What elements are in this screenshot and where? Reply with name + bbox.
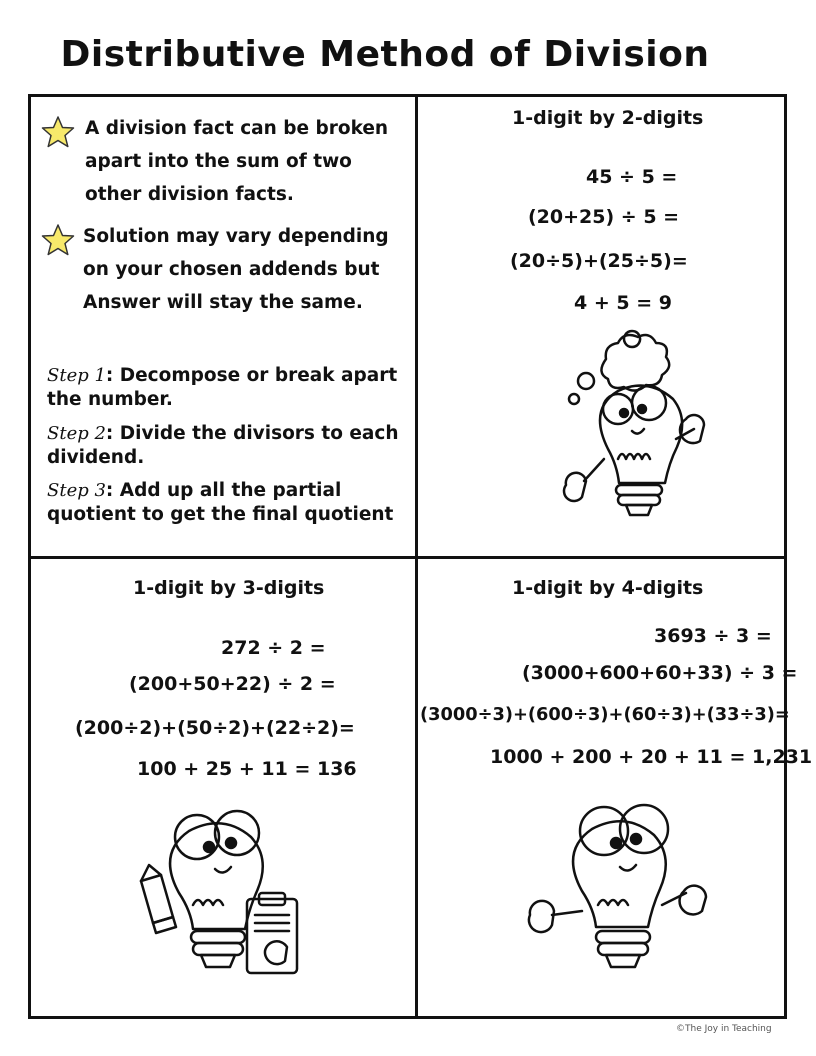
note-bullet-2: Solution may vary depending on your chosen addends but Answer will stay the same. <box>83 226 389 313</box>
panel-4-digit <box>418 559 813 1019</box>
step-3: Step 3: Add up all the partial quotient to get the final quotient <box>47 480 394 525</box>
equation-line: (3000÷3)+(600÷3)+(60÷3)+(33÷3)= <box>420 704 790 725</box>
lightbulb-with-pencil-icon <box>127 803 327 1003</box>
panel-heading: 1-digit by 3-digits <box>133 577 325 599</box>
step-1-text: Decompose or break apart the number. <box>47 365 398 410</box>
notes-panel <box>31 97 415 556</box>
step-3-label: Step 3 <box>47 480 106 501</box>
star-icon <box>41 115 75 149</box>
equation-line: 1000 + 200 + 20 + 11 = 1,231 <box>490 746 813 768</box>
page-title: Distributive Method of Division <box>60 34 710 75</box>
step-1-label: Step 1 <box>47 365 106 386</box>
step-2: Step 2: Divide the divisors to each dividend. <box>47 423 399 468</box>
step-1: Step 1: Decompose or break apart the number. <box>47 365 398 410</box>
equation-line: 4 + 5 = 9 <box>574 292 672 314</box>
step-3-text: Add up all the partial quotient to get the final quotient <box>47 480 394 525</box>
copyright-footer: ©The Joy in Teaching <box>676 1024 772 1034</box>
equation-line: (20÷5)+(25÷5)= <box>510 250 688 272</box>
note-bullet-1: A division fact can be broken apart into the sum of two other division facts. <box>85 118 389 205</box>
equation-line: 45 ÷ 5 = <box>586 166 678 188</box>
equation-line: (200+50+22) ÷ 2 = <box>129 673 336 695</box>
worksheet-grid <box>28 94 813 1019</box>
lightbulb-waving-icon <box>512 795 722 995</box>
panel-3-digit <box>31 559 415 1019</box>
equation-line: (200÷2)+(50÷2)+(22÷2)= <box>75 717 355 739</box>
equation-line: (20+25) ÷ 5 = <box>528 206 680 228</box>
equation-line: 100 + 25 + 11 = 136 <box>137 758 357 780</box>
equation-line: 272 ÷ 2 = <box>221 637 326 659</box>
equation-line: (3000+600+60+33) ÷ 3 = <box>522 662 798 684</box>
equation-line: 3693 ÷ 3 = <box>654 625 772 647</box>
panel-heading: 1-digit by 2-digits <box>512 107 704 129</box>
star-icon <box>41 223 75 257</box>
step-2-text: Divide the divisors to each dividend. <box>47 423 399 468</box>
lightbulb-thinking-icon <box>546 329 726 534</box>
panel-2-digit <box>418 97 787 556</box>
step-2-label: Step 2 <box>47 423 106 444</box>
panel-heading: 1-digit by 4-digits <box>512 577 704 599</box>
